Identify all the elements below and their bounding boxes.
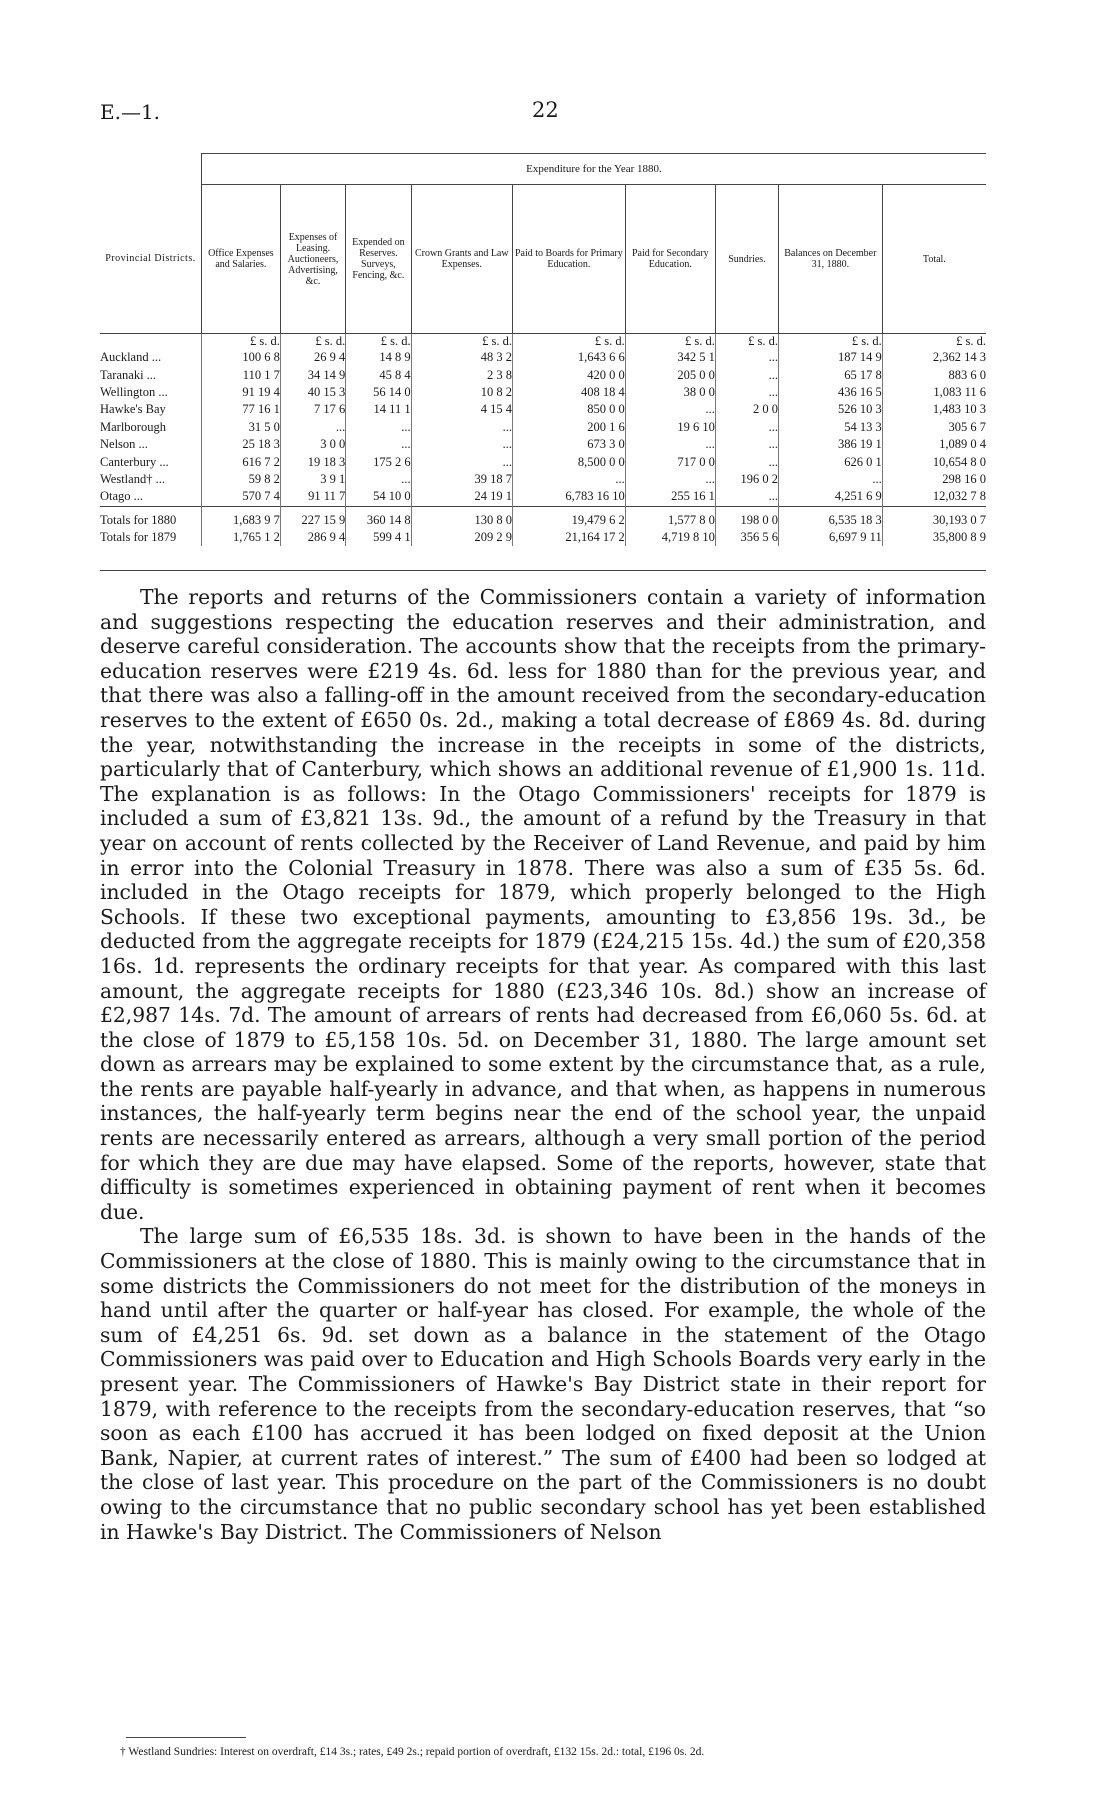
district-cell: 2 0 0 <box>715 401 778 418</box>
district-cell: 850 0 0 <box>513 401 626 418</box>
units-blank <box>100 334 201 350</box>
totals-cell: 286 9 4 <box>280 529 345 546</box>
expenditure-table <box>100 153 986 546</box>
district-row <box>100 401 986 418</box>
district-cell: 24 19 1 <box>411 488 512 506</box>
district-cell: ... <box>513 471 626 488</box>
district-cell: 305 6 7 <box>882 419 986 436</box>
district-cell: 255 16 1 <box>625 488 715 506</box>
footnote-rule <box>126 1737 246 1738</box>
totals-cell: 30,193 0 7 <box>882 506 986 529</box>
district-cell: 436 16 5 <box>779 384 883 401</box>
district-cell: 25 18 3 <box>201 436 280 453</box>
district-cell: ... <box>346 419 411 436</box>
district-cell: 100 6 8 <box>201 349 280 366</box>
group-title: Expenditure for the Year 1880. <box>201 154 986 185</box>
district-cell: 2 3 8 <box>411 366 512 383</box>
district-cell: 7 17 6 <box>280 401 345 418</box>
totals-cell: 21,164 17 2 <box>513 529 626 546</box>
blank-corner <box>100 154 201 185</box>
page-number: 22 <box>532 98 559 122</box>
district-row <box>100 366 986 383</box>
col-header: Expended on Reserves. Surveys, Fencing, &c. <box>346 185 411 334</box>
units-cell: £ s. d. <box>280 334 345 350</box>
district-cell: 110 1 7 <box>201 366 280 383</box>
district-cell: 1,083 11 6 <box>882 384 986 401</box>
totals-cell: 19,479 6 2 <box>513 506 626 529</box>
district-cell: ... <box>625 401 715 418</box>
district-cell: 717 0 0 <box>625 453 715 470</box>
district-row <box>100 349 986 366</box>
district-cell: ... <box>715 419 778 436</box>
district-cell: 4 15 4 <box>411 401 512 418</box>
col-header: Crown Grants and Law Expenses. <box>411 185 512 334</box>
district-cell: 298 16 0 <box>882 471 986 488</box>
district-cell: ... <box>715 453 778 470</box>
col-header: Sundries. <box>715 185 778 334</box>
district-cell: 3 9 1 <box>280 471 345 488</box>
district-cell: 48 3 2 <box>411 349 512 366</box>
district-cell: 2,362 14 3 <box>882 349 986 366</box>
district-row <box>100 471 986 488</box>
units-cell: £ s. d. <box>513 334 626 350</box>
col-header: Office Expenses and Salaries. <box>201 185 280 334</box>
district-cell: ... <box>779 471 883 488</box>
district-cell: 386 19 1 <box>779 436 883 453</box>
totals-cell: 227 15 9 <box>280 506 345 529</box>
district-name: Auckland ... <box>100 350 162 365</box>
units-cell: £ s. d. <box>779 334 883 350</box>
totals-cell: 1,577 8 0 <box>625 506 715 529</box>
district-row <box>100 488 986 506</box>
district-cell: 1,643 6 6 <box>513 349 626 366</box>
body-text <box>100 585 986 1544</box>
district-cell: 883 6 0 <box>882 366 986 383</box>
district-cell: 14 8 9 <box>346 349 411 366</box>
units-cell: £ s. d. <box>882 334 986 350</box>
district-cell: 91 11 7 <box>280 488 345 506</box>
totals-cell: 356 5 6 <box>715 529 778 546</box>
paragraph: The reports and returns of the Commissioners contain a variety of information and suggestions respecting the education reserves and their administration, and deserve careful consideration. The accounts show that the receipts from the primary-education reserves were £219 4s. 6d. less for 1880 than for the previous year, and that there was also a falling-off in the amount received from the secondary-education reserves to the extent of £650 0s. 2d., making a total decrease of £869 4s. 8d. during the year, notwithstanding the increase in the receipts in some of the districts, particularly that of Canterbury, which shows an additional revenue of £1,900 1s. 11d. The explanation is as follows: In the Otago Commissioners' receipts for 1879 is included a sum of £3,821 13s. 9d., the amount of a refund by the Treasury in that year on account of rents collected by the Receiver of Land Revenue, and paid by him in error into the Colonial Treasury in 1878. There was also a sum of £35 5s. 6d. included in the Otago receipts for 1879, which properly belonged to the High Schools. If these two exceptional payments, amounting to £3,856 19s. 3d., be deducted from the aggregate receipts for 1879 (£24,215 15s. 4d.) the sum of £20,358 16s. 1d. represents the ordinary receipts for that year. As compared with this last amount, the aggregate receipts for 1880 (£23,346 10s. 8d.) show an increase of £2,987 14s. 7d. The amount of arrears of rents had decreased from £6,060 5s. 6d. at the close of 1879 to £5,158 10s. 5d. on December 31, 1880. The large amount set down as arrears may be explained to some extent by the circumstance that, as a rule, the rents are payable half-yearly in advance, and that when, as happens in numerous instances, the half-yearly term begins near the end of the school year, the unpaid rents are necessarily entered as arrears, although a very small portion of the period for which they are due may have elapsed. Some of the reports, however, state that difficulty is sometimes experienced in obtaining payment of rent when it becomes due. <box>100 585 986 1224</box>
district-cell: 26 9 4 <box>280 349 345 366</box>
district-name: Marlborough <box>100 419 166 434</box>
district-cell: ... <box>715 349 778 366</box>
district-cell: 616 7 2 <box>201 453 280 470</box>
district-row <box>100 384 986 401</box>
district-cell: ... <box>625 471 715 488</box>
units-cell: £ s. d. <box>411 334 512 350</box>
district-cell: ... <box>715 488 778 506</box>
district-cell: ... <box>346 436 411 453</box>
totals-cell: 6,535 18 3 <box>779 506 883 529</box>
units-cell: £ s. d. <box>346 334 411 350</box>
totals-cell: 1,683 9 7 <box>201 506 280 529</box>
district-cell: 54 13 3 <box>779 419 883 436</box>
district-cell: 38 0 0 <box>625 384 715 401</box>
totals-cell: 198 0 0 <box>715 506 778 529</box>
district-name: Otago ... <box>100 489 144 504</box>
col-header: Paid to Boards for Primary Education. <box>513 185 626 334</box>
district-cell: 1,089 0 4 <box>882 436 986 453</box>
district-cell: ... <box>346 471 411 488</box>
units-cell: £ s. d. <box>201 334 280 350</box>
district-cell: 91 19 4 <box>201 384 280 401</box>
district-cell: 45 8 4 <box>346 366 411 383</box>
district-cell: ... <box>411 419 512 436</box>
district-cell: 65 17 8 <box>779 366 883 383</box>
col-header: Paid for Secondary Education. <box>625 185 715 334</box>
district-cell: 626 0 1 <box>779 453 883 470</box>
district-cell: ... <box>715 384 778 401</box>
district-cell: 8,500 0 0 <box>513 453 626 470</box>
district-cell: 40 15 3 <box>280 384 345 401</box>
district-cell: 3 0 0 <box>280 436 345 453</box>
district-cell: 408 18 4 <box>513 384 626 401</box>
district-cell: 34 14 9 <box>280 366 345 383</box>
totals-row <box>100 506 986 529</box>
district-cell: 12,032 7 8 <box>882 488 986 506</box>
district-cell: 10,654 8 0 <box>882 453 986 470</box>
totals-cell: 1,765 1 2 <box>201 529 280 546</box>
district-cell: 175 2 6 <box>346 453 411 470</box>
district-cell: 39 18 7 <box>411 471 512 488</box>
district-cell: 77 16 1 <box>201 401 280 418</box>
totals-cell: 599 4 1 <box>346 529 411 546</box>
district-cell: 1,483 10 3 <box>882 401 986 418</box>
units-cell: £ s. d. <box>715 334 778 350</box>
district-cell: ... <box>715 436 778 453</box>
district-cell: 19 18 3 <box>280 453 345 470</box>
district-cell: 31 5 0 <box>201 419 280 436</box>
district-cell: 342 5 1 <box>625 349 715 366</box>
district-cell: ... <box>715 366 778 383</box>
district-cell: 196 0 2 <box>715 471 778 488</box>
totals-row <box>100 529 986 546</box>
district-cell: 56 14 0 <box>346 384 411 401</box>
totals-name: Totals for 1880 <box>100 506 201 529</box>
col-header: Balances on December 31, 1880. <box>779 185 883 334</box>
district-name: Nelson ... <box>100 437 148 452</box>
totals-name: Totals for 1879 <box>100 529 177 544</box>
district-row <box>100 436 986 453</box>
page-identifier: E.—1. <box>100 100 161 124</box>
totals-cell: 360 14 8 <box>346 506 411 529</box>
district-name: Wellington ... <box>100 384 168 399</box>
district-cell: 6,783 16 10 <box>513 488 626 506</box>
district-cell: 526 10 3 <box>779 401 883 418</box>
district-cell: 673 3 0 <box>513 436 626 453</box>
district-row <box>100 419 986 436</box>
district-cell: 205 0 0 <box>625 366 715 383</box>
table-bottom-rule <box>100 570 986 571</box>
district-name: Canterbury ... <box>100 454 169 469</box>
col-header: Total. <box>882 185 986 334</box>
district-cell: 59 8 2 <box>201 471 280 488</box>
district-cell: 570 7 4 <box>201 488 280 506</box>
district-cell: 420 0 0 <box>513 366 626 383</box>
district-row <box>100 453 986 470</box>
totals-cell: 130 8 0 <box>411 506 512 529</box>
district-cell: 14 11 1 <box>346 401 411 418</box>
totals-cell: 6,697 9 11 <box>779 529 883 546</box>
totals-cell: 35,800 8 9 <box>882 529 986 546</box>
totals-cell: 4,719 8 10 <box>625 529 715 546</box>
district-cell: ... <box>411 453 512 470</box>
district-cell: ... <box>280 419 345 436</box>
district-cell: 54 10 0 <box>346 488 411 506</box>
district-cell: 187 14 9 <box>779 349 883 366</box>
district-cell: ... <box>411 436 512 453</box>
units-cell: £ s. d. <box>625 334 715 350</box>
district-name: Westland† ... <box>100 471 165 486</box>
district-name: Hawke's Bay <box>100 402 166 417</box>
district-header: Provincial Districts. <box>105 253 196 265</box>
district-cell: 200 1 6 <box>513 419 626 436</box>
footnote: † Westland Sundries: Interest on overdraft, £14 3s.; rates, £49 2s.; repaid portion of overdraft, £132 15s. 2d.: total, £196 0s. 2d. <box>120 1746 705 1758</box>
totals-cell: 209 2 9 <box>411 529 512 546</box>
col-header: Expenses of Leasing. Auctioneers, Advertising, &c. <box>280 185 345 334</box>
paragraph: The large sum of £6,535 18s. 3d. is shown to have been in the hands of the Commissioners at the close of 1880. This is mainly owing to the circumstance that in some districts the Commissioners do not meet for the distribution of the moneys in hand until after the quarter or half-year has closed. For example, the whole of the sum of £4,251 6s. 9d. set down as a balance in the statement of the Otago Commissioners was paid over to Education and High Schools Boards very early in the present year. The Commissioners of Hawke's Bay District state in their report for 1879, with reference to the receipts from the secondary-education reserves, that “so soon as each £100 has accrued it has been lodged on fixed deposit at the Union Bank, Napier, at current rates of interest.” The sum of £400 had been so lodged at the close of last year. This procedure on the part of the Commissioners is no doubt owing to the circumstance that no public secondary school has yet been established in Hawke's Bay District. The Commissioners of Nelson <box>100 1224 986 1544</box>
district-cell: 10 8 2 <box>411 384 512 401</box>
district-cell: 4,251 6 9 <box>779 488 883 506</box>
district-name: Taranaki ... <box>100 367 157 382</box>
district-cell: ... <box>625 436 715 453</box>
district-cell: 19 6 10 <box>625 419 715 436</box>
